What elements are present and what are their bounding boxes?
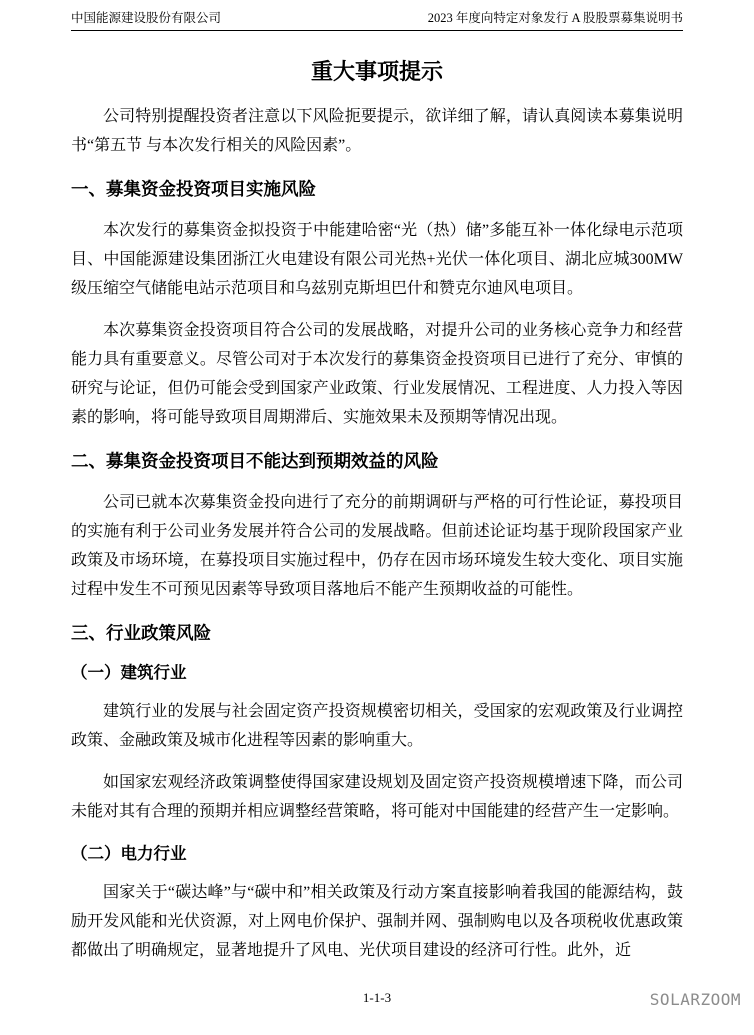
header-document-title: 2023 年度向特定对象发行 A 股股票募集说明书 (427, 11, 683, 25)
section-3-sub-2-heading: （二）电力行业 (71, 845, 187, 863)
section-1-paragraph-1: 本次发行的募集资金拟投资于中能建哈密“光（热）储”多能互补一体化绿电示范项目、中国能源建设集团浙江火电建设有限公司光热+光伏一体化项目、湖北应城300MW 级压缩空气储能电站示范项目和乌兹别克斯坦巴什和赞克尔迪风电项目。 (71, 222, 683, 297)
page-title: 重大事项提示 (310, 59, 443, 84)
header-company-name: 中国能源建设股份有限公司 (71, 11, 222, 25)
solarzoom-watermark: SOLARZOOM (649, 990, 741, 1009)
section-2-paragraph-1: 公司已就本次募集资金投向进行了充分的前期调研与严格的可行性论证，募投项目的实施有利于公司业务发展并符合公司的发展战略。但前述论证均基于现阶段国家产业政策及市场环境，在募投项目实施过程中，仍存在因市场环境发生较大变化、项目实施过程中发生不可预见因素等导致项目落地后不能产生预期收益的可能性。 (71, 494, 683, 598)
section-3-heading: 三、行业政策风险 (71, 623, 211, 643)
section-3-sub-1-heading: （一）建筑行业 (71, 664, 187, 682)
running-header (71, 0, 683, 31)
page-content (71, 0, 683, 978)
intro-paragraph: 公司特别提醒投资者注意以下风险扼要提示，欲详细了解，请认真阅读本募集说明书“第五节 与本次发行相关的风险因素”。 (71, 108, 683, 154)
page-number: 1-1-3 (362, 990, 392, 1005)
section-3-sub-1-paragraph-1: 建筑行业的发展与社会固定资产投资规模密切相关，受国家的宏观政策及行业调控政策、金融政策及城市化进程等因素的影响重大。 (71, 703, 683, 749)
section-2-heading: 二、募集资金投资项目不能达到预期效益的风险 (71, 451, 439, 471)
section-3-sub-2-paragraph-1: 国家关于“碳达峰”与“碳中和”相关政策及行动方案直接影响着我国的能源结构，鼓励开发风能和光伏资源，对上网电价保护、强制并网、强制购电以及各项税收优惠政策都做出了明确规定，显著地提升了风电、光伏项目建设的经济可行性。此外，近 (71, 884, 683, 959)
section-1-heading: 一、募集资金投资项目实施风险 (71, 179, 316, 199)
section-1-paragraph-2: 本次募集资金投资项目符合公司的发展战略，对提升公司的业务核心竞争力和经营能力具有重要意义。尽管公司对于本次发行的募集资金投资项目已进行了充分、审慎的研究与论证，但仍可能会受到国家产业政策、行业发展情况、工程进度、人力投入等因素的影响，将可能导致项目周期滞后、实施效果未及预期等情况出现。 (71, 322, 683, 426)
section-3-sub-1-paragraph-2: 如国家宏观经济政策调整使得国家建设规划及固定资产投资规模增速下降，而公司未能对其有合理的预期并相应调整经营策略，将可能对中国能建的经营产生一定影响。 (71, 774, 683, 820)
